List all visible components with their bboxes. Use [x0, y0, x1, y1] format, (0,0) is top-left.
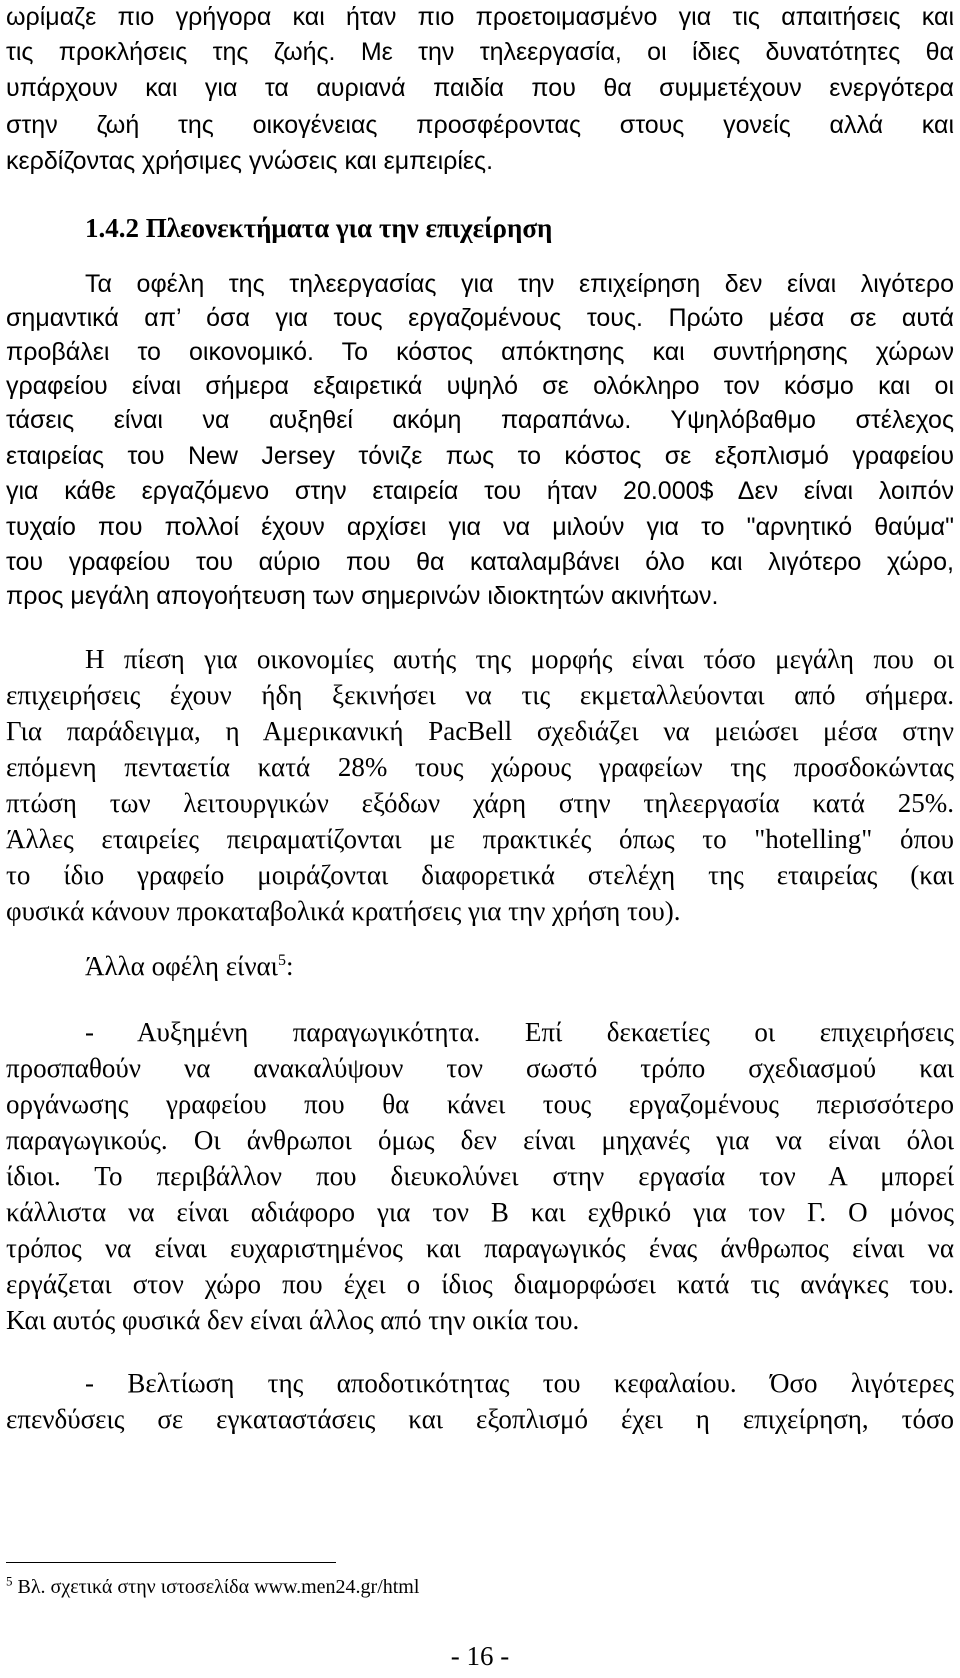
footnote-text: Βλ. σχετικά στην ιστοσελίδα www.men24.gr/html	[12, 1576, 420, 1598]
paragraph-line: τρόπος να είναι ευχαριστημένος και παραγωγικός ένας άνθρωπος είναι να	[6, 1233, 954, 1263]
paragraph-line: επιχειρήσεις έχουν ήδη ξεκινήσει να τις εκμεταλλεύονται από σήμερα.	[6, 680, 954, 710]
intro-line: στην ζωή της οικογένειας προσφέροντας στους γονείς αλλά και	[6, 111, 954, 139]
paragraph-line: σημαντικά απ’ όσα για τους εργαζομένους τους. Πρώτο μέσα σε αυτά	[6, 304, 954, 332]
paragraph-line: για κάθε εργαζόμενο στην εταιρεία του ήταν 20.000$ Δεν είναι λοιπόν	[6, 477, 954, 505]
section-heading: 1.4.2 Πλεονεκτήματα για την επιχείρηση	[85, 213, 553, 243]
paragraph-line: τυχαίο που πολλοί έχουν αρχίσει για να μιλούν για το "αρνητικό θαύμα"	[6, 513, 954, 541]
paragraph-line: του γραφείου του αύριο που θα καταλαμβάνει όλο και λιγότερο χώρο,	[6, 548, 954, 576]
paragraph-line: - Αυξημένη παραγωγικότητα. Επί δεκαετίες οι επιχειρήσεις	[85, 1017, 954, 1047]
footnote-number: 5	[6, 1573, 13, 1589]
other-benefits-intro	[85, 950, 293, 982]
paragraph-line: οργάνωσης γραφείου που θα κάνει τους εργαζομένους περισσότερο	[6, 1089, 954, 1119]
paragraph-line: γραφείου είναι σήμερα εξαιρετικά υψηλό σε ολόκληρο τον κόσμο και οι	[6, 372, 954, 400]
paragraph-line: επενδύσεις σε εγκαταστάσεις και εξοπλισμό έχει η επιχείρηση, τόσο	[6, 1404, 954, 1434]
paragraph-line: προβάλει το οικονομικό. Το κόστος απόκτησης και συντήρησης χώρων	[6, 338, 954, 366]
paragraph-line: Τα οφέλη της τηλεεργασίας για την επιχείρηση δεν είναι λιγότερο	[85, 270, 954, 298]
paragraph-line: πτώση των λειτουργικών εξόδων χάρη στην τηλεεργασία κατά 25%.	[6, 788, 954, 818]
paragraph-line: προσπαθούν να ανακαλύψουν τον σωστό τρόπο σχεδιασμού και	[6, 1053, 954, 1083]
other-benefits-text: Άλλα οφέλη είναι	[85, 951, 278, 981]
paragraph-line: - Βελτίωση της αποδοτικότητας του κεφαλαίου. Όσο λιγότερες	[85, 1368, 954, 1398]
paragraph-line: προς μεγάλη απογοήτευση των σημερινών ιδιοκτητών ακινήτων.	[6, 582, 719, 610]
intro-line: τις προκλήσεις της ζωής. Με την τηλεεργασία, οι ίδιες δυνατότητες θα	[6, 38, 954, 66]
paragraph-line: ίδιοι. Το περιβάλλον που διευκολύνει στην εργασία τον Α μπορεί	[6, 1161, 954, 1191]
paragraph-line: κάλλιστα να είναι αδιάφορο για τον Β και εχθρικό για τον Γ. Ο μόνος	[6, 1197, 954, 1227]
intro-line: κερδίζοντας χρήσιμες γνώσεις και εμπειρίες.	[6, 147, 494, 175]
other-benefits-colon: :	[285, 951, 294, 981]
paragraph-line: Άλλες εταιρείες πειραματίζονται με πρακτικές όπως το "hotelling" όπου	[6, 824, 954, 854]
paragraph-line: παραγωγικούς. Οι άνθρωποι όμως δεν είναι μηχανές για να είναι όλοι	[6, 1125, 954, 1155]
intro-line: ωρίμαζε πιο γρήγορα και ήταν πιο προετοιμασμένο για τις απαιτήσεις και	[6, 3, 954, 31]
page-number: - 16 -	[450, 1641, 510, 1671]
paragraph-line: φυσικά κάνουν προκαταβολικά κρατήσεις για την χρήση του).	[6, 896, 681, 926]
footnote-reference[interactable]: 5	[277, 952, 286, 969]
footnote	[6, 1575, 419, 1599]
paragraph-line: το ίδιο γραφείο μοιράζονται διαφορετικά στελέχη της εταιρείας (και	[6, 860, 954, 890]
paragraph-line: τάσεις είναι να αυξηθεί ακόμη παραπάνω. Υψηλόβαθμο στέλεχος	[6, 406, 954, 434]
intro-line: υπάρχουν και για τα αυριανά παιδία που θα συμμετέχουν ενεργότερα	[6, 74, 954, 102]
paragraph-line: Η πίεση για οικονομίες αυτής της μορφής είναι τόσο μεγάλη που οι	[85, 644, 954, 674]
paragraph-line: εργάζεται στον χώρο που έχει ο ίδιος διαμορφώσει κατά τις ανάγκες του.	[6, 1269, 954, 1299]
footnote-separator	[6, 1562, 336, 1563]
paragraph-line: εταιρείας του New Jersey τόνιζε πως το κόστος σε εξοπλισμό γραφείου	[6, 442, 954, 470]
paragraph-line: επόμενη πενταετία κατά 28% τους χώρους γραφείων της προσδοκώντας	[6, 752, 954, 782]
paragraph-line: Και αυτός φυσικά δεν είναι άλλος από την οικία του.	[6, 1305, 580, 1335]
paragraph-line: Για παράδειγμα, η Αμερικανική PacBell σχεδιάζει να μειώσει μέσα στην	[6, 716, 954, 746]
